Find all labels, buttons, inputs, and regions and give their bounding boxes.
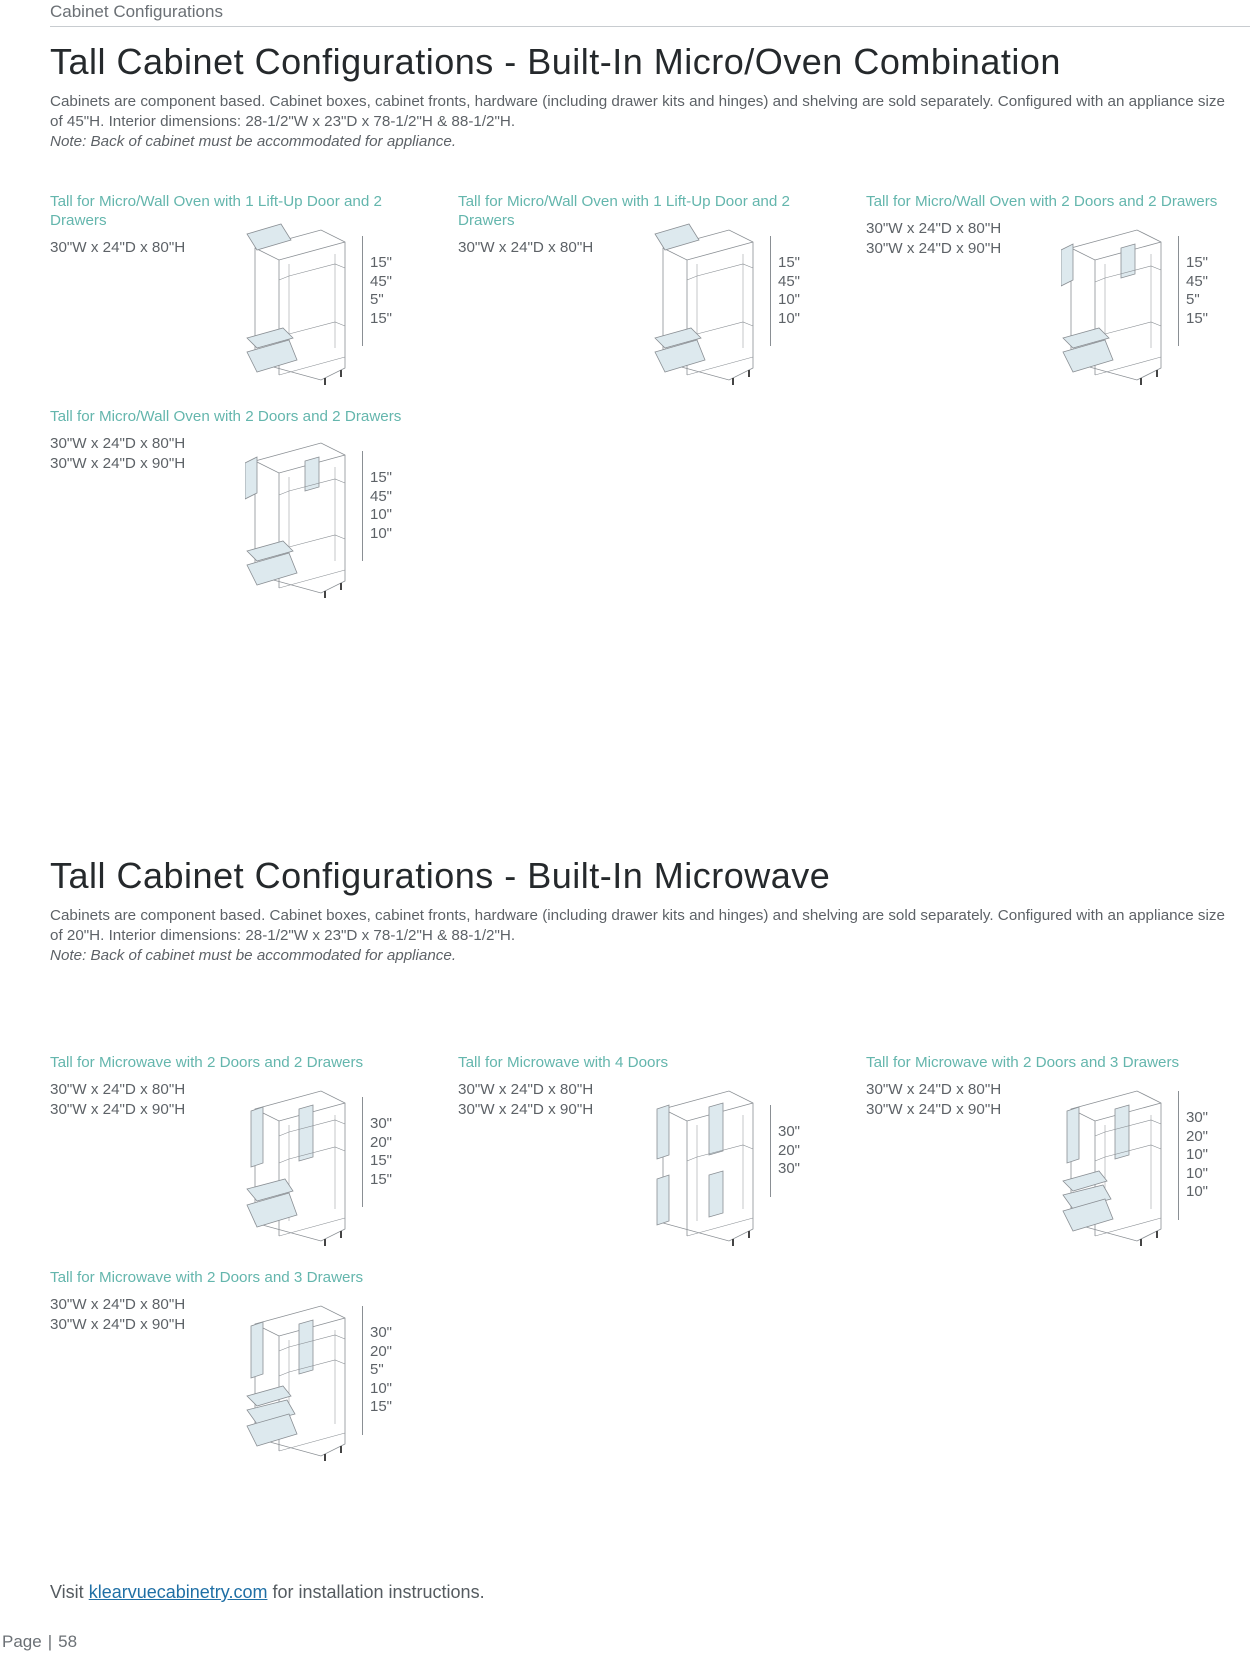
cabinet-illustration	[245, 1081, 355, 1251]
section-title: Tall Cabinet Configurations - Built-In Microwave	[50, 855, 831, 896]
running-header: Cabinet Configurations	[50, 2, 223, 21]
dimension-value: 15"	[1186, 254, 1209, 271]
cabinet-item	[50, 1053, 435, 1258]
dimension-labels	[370, 469, 392, 543]
dimension-value: 15"	[370, 254, 393, 271]
size-option: 30"W x 24"D x 80"H	[50, 435, 186, 452]
dimension-bracket	[362, 451, 363, 561]
dimension-value: 5"	[370, 291, 384, 308]
cabinet-item	[50, 1268, 435, 1473]
dimension-value: 15"	[370, 469, 393, 486]
section-description: Cabinets are component based. Cabinet boxes, cabinet fronts, hardware (including drawer kits and hinges) and shelving are sold separately. Configured with an appliance size of 45"H. Interior dimensions: 28-1/2"W x 23"D x 78-1/2"H & 88-1/2"H.	[50, 93, 1225, 130]
cabinet-title: Tall for Microwave with 2 Doors and 3 Drawers	[866, 1054, 1180, 1071]
dimension-value: 30"	[778, 1160, 801, 1177]
size-list	[866, 219, 1250, 259]
cabinet-item	[458, 192, 843, 397]
dimension-value: 20"	[1186, 1127, 1209, 1145]
dimension-value: 45"	[370, 272, 393, 290]
cabinet-illustration	[653, 1081, 763, 1251]
footer-instructions	[50, 1582, 485, 1603]
size-option: 30"W x 24"D x 80"H	[458, 1081, 594, 1098]
dimension-labels	[778, 1123, 800, 1179]
dimension-value: 45"	[778, 272, 801, 290]
section-microwave	[50, 854, 1230, 966]
cabinet-drawing	[245, 1296, 355, 1456]
dimension-bracket	[362, 236, 363, 346]
cabinet-item	[50, 407, 435, 612]
dimension-value: 10"	[1186, 1183, 1209, 1200]
dimension-value: 10"	[1186, 1164, 1209, 1182]
dimension-bracket	[362, 1306, 363, 1435]
dimension-value: 5"	[1186, 291, 1200, 308]
cabinet-illustration	[653, 220, 763, 390]
size-option: 30"W x 24"D x 90"H	[50, 1101, 186, 1118]
dimension-value: 10"	[370, 1379, 393, 1397]
dimension-bracket	[1178, 236, 1179, 346]
dimension-value: 15"	[370, 1152, 393, 1169]
cabinet-item	[50, 192, 435, 397]
cabinet-item	[866, 1053, 1250, 1258]
cabinet-illustration	[1061, 220, 1171, 390]
cabinet-item	[458, 1053, 843, 1258]
size-option: 30"W x 24"D x 90"H	[50, 455, 186, 472]
cabinet-illustration	[245, 220, 355, 390]
cabinet-drawing	[245, 220, 355, 380]
size-option: 30"W x 24"D x 90"H	[866, 240, 1002, 257]
size-list	[50, 434, 435, 474]
size-option: 30"W x 24"D x 80"H	[50, 239, 186, 256]
size-option: 30"W x 24"D x 80"H	[50, 1296, 186, 1313]
cabinet-title: Tall for Micro/Wall Oven with 2 Doors and 2 Drawers	[50, 408, 402, 425]
dimension-labels	[1186, 1109, 1208, 1202]
section-note: Note: Back of cabinet must be accommodated for appliance.	[50, 947, 457, 964]
section-micro-oven	[50, 40, 1230, 152]
page-label: Page	[2, 1632, 42, 1651]
page-number-footer	[2, 1632, 77, 1652]
dimension-value: 30"	[1186, 1109, 1209, 1126]
dimension-value: 30"	[778, 1123, 801, 1140]
dimension-labels	[370, 1115, 392, 1189]
cabinet-drawing	[1061, 1081, 1171, 1241]
dimension-value: 15"	[778, 254, 801, 271]
cabinet-title: Tall for Micro/Wall Oven with 1 Lift-Up Door and 2 Drawers	[458, 193, 790, 229]
dimension-value: 20"	[370, 1342, 393, 1360]
dimension-bracket	[770, 1105, 771, 1197]
cabinet-title: Tall for Microwave with 2 Doors and 3 Drawers	[50, 1269, 364, 1286]
cabinet-title: Tall for Microwave with 2 Doors and 2 Drawers	[50, 1054, 364, 1071]
header-divider	[50, 26, 1250, 27]
cabinet-illustration	[245, 433, 355, 603]
dimension-value: 45"	[1186, 272, 1209, 290]
dimension-bracket	[770, 236, 771, 346]
dimension-value: 15"	[370, 1398, 393, 1415]
section-note: Note: Back of cabinet must be accommodated for appliance.	[50, 133, 457, 150]
dimension-value: 20"	[778, 1141, 801, 1159]
website-link[interactable]: klearvuecabinetry.com	[88, 1582, 268, 1602]
dimension-value: 10"	[1186, 1146, 1209, 1163]
footer-suffix: for installation instructions.	[272, 1582, 485, 1602]
section-title: Tall Cabinet Configurations - Built-In Micro/Oven Combination	[50, 41, 1061, 82]
cabinet-drawing	[1061, 220, 1171, 380]
cabinet-illustration	[1061, 1081, 1171, 1251]
cabinet-drawing	[653, 1081, 763, 1241]
cabinet-item	[866, 192, 1250, 397]
section-intro	[50, 906, 1230, 966]
cabinet-drawing	[245, 433, 355, 593]
section-intro	[50, 92, 1230, 152]
dimension-value: 15"	[1186, 309, 1209, 327]
section-description: Cabinets are component based. Cabinet boxes, cabinet fronts, hardware (including drawer kits and hinges) and shelving are sold separately. Configured with an appliance size of 20"H. Interior dimensions: 28-1/2"W x 23"D x 78-1/2"H & 88-1/2"H.	[50, 907, 1225, 944]
cabinet-drawing	[653, 220, 763, 380]
cabinet-title: Tall for Micro/Wall Oven with 2 Doors and 2 Drawers	[866, 193, 1218, 210]
size-option: 30"W x 24"D x 90"H	[458, 1101, 594, 1118]
cabinet-illustration	[245, 1296, 355, 1466]
dimension-value: 15"	[370, 309, 393, 327]
dimension-labels	[778, 254, 800, 328]
cabinet-title: Tall for Micro/Wall Oven with 1 Lift-Up Door and 2 Drawers	[50, 193, 382, 229]
page-number: 58	[58, 1632, 78, 1651]
dimension-value: 20"	[370, 1133, 393, 1151]
dimension-value: 10"	[778, 291, 801, 308]
size-option: 30"W x 24"D x 90"H	[50, 1316, 186, 1333]
size-list	[50, 1080, 435, 1120]
dimension-bracket	[1178, 1091, 1179, 1220]
dimension-value: 30"	[370, 1115, 393, 1132]
dimension-value: 10"	[778, 309, 801, 327]
dimension-value: 10"	[370, 524, 393, 542]
size-option: 30"W x 24"D x 80"H	[458, 239, 594, 256]
size-option: 30"W x 24"D x 90"H	[866, 1101, 1002, 1118]
size-option: 30"W x 24"D x 80"H	[50, 1081, 186, 1098]
dimension-value: 30"	[370, 1324, 393, 1341]
page-separator: |	[47, 1632, 53, 1651]
footer-prefix: Visit	[50, 1582, 84, 1602]
size-list	[458, 1080, 843, 1120]
dimension-value: 5"	[370, 1361, 384, 1378]
dimension-value: 45"	[370, 487, 393, 505]
dimension-labels	[1186, 254, 1208, 328]
cabinet-title: Tall for Microwave with 4 Doors	[458, 1054, 669, 1071]
size-option: 30"W x 24"D x 80"H	[866, 1081, 1002, 1098]
size-option: 30"W x 24"D x 80"H	[866, 220, 1002, 237]
dimension-value: 10"	[370, 506, 393, 523]
dimension-labels	[370, 1324, 392, 1417]
dimension-value: 15"	[370, 1170, 393, 1188]
cabinet-drawing	[245, 1081, 355, 1241]
dimension-labels	[370, 254, 392, 328]
dimension-bracket	[362, 1097, 363, 1207]
